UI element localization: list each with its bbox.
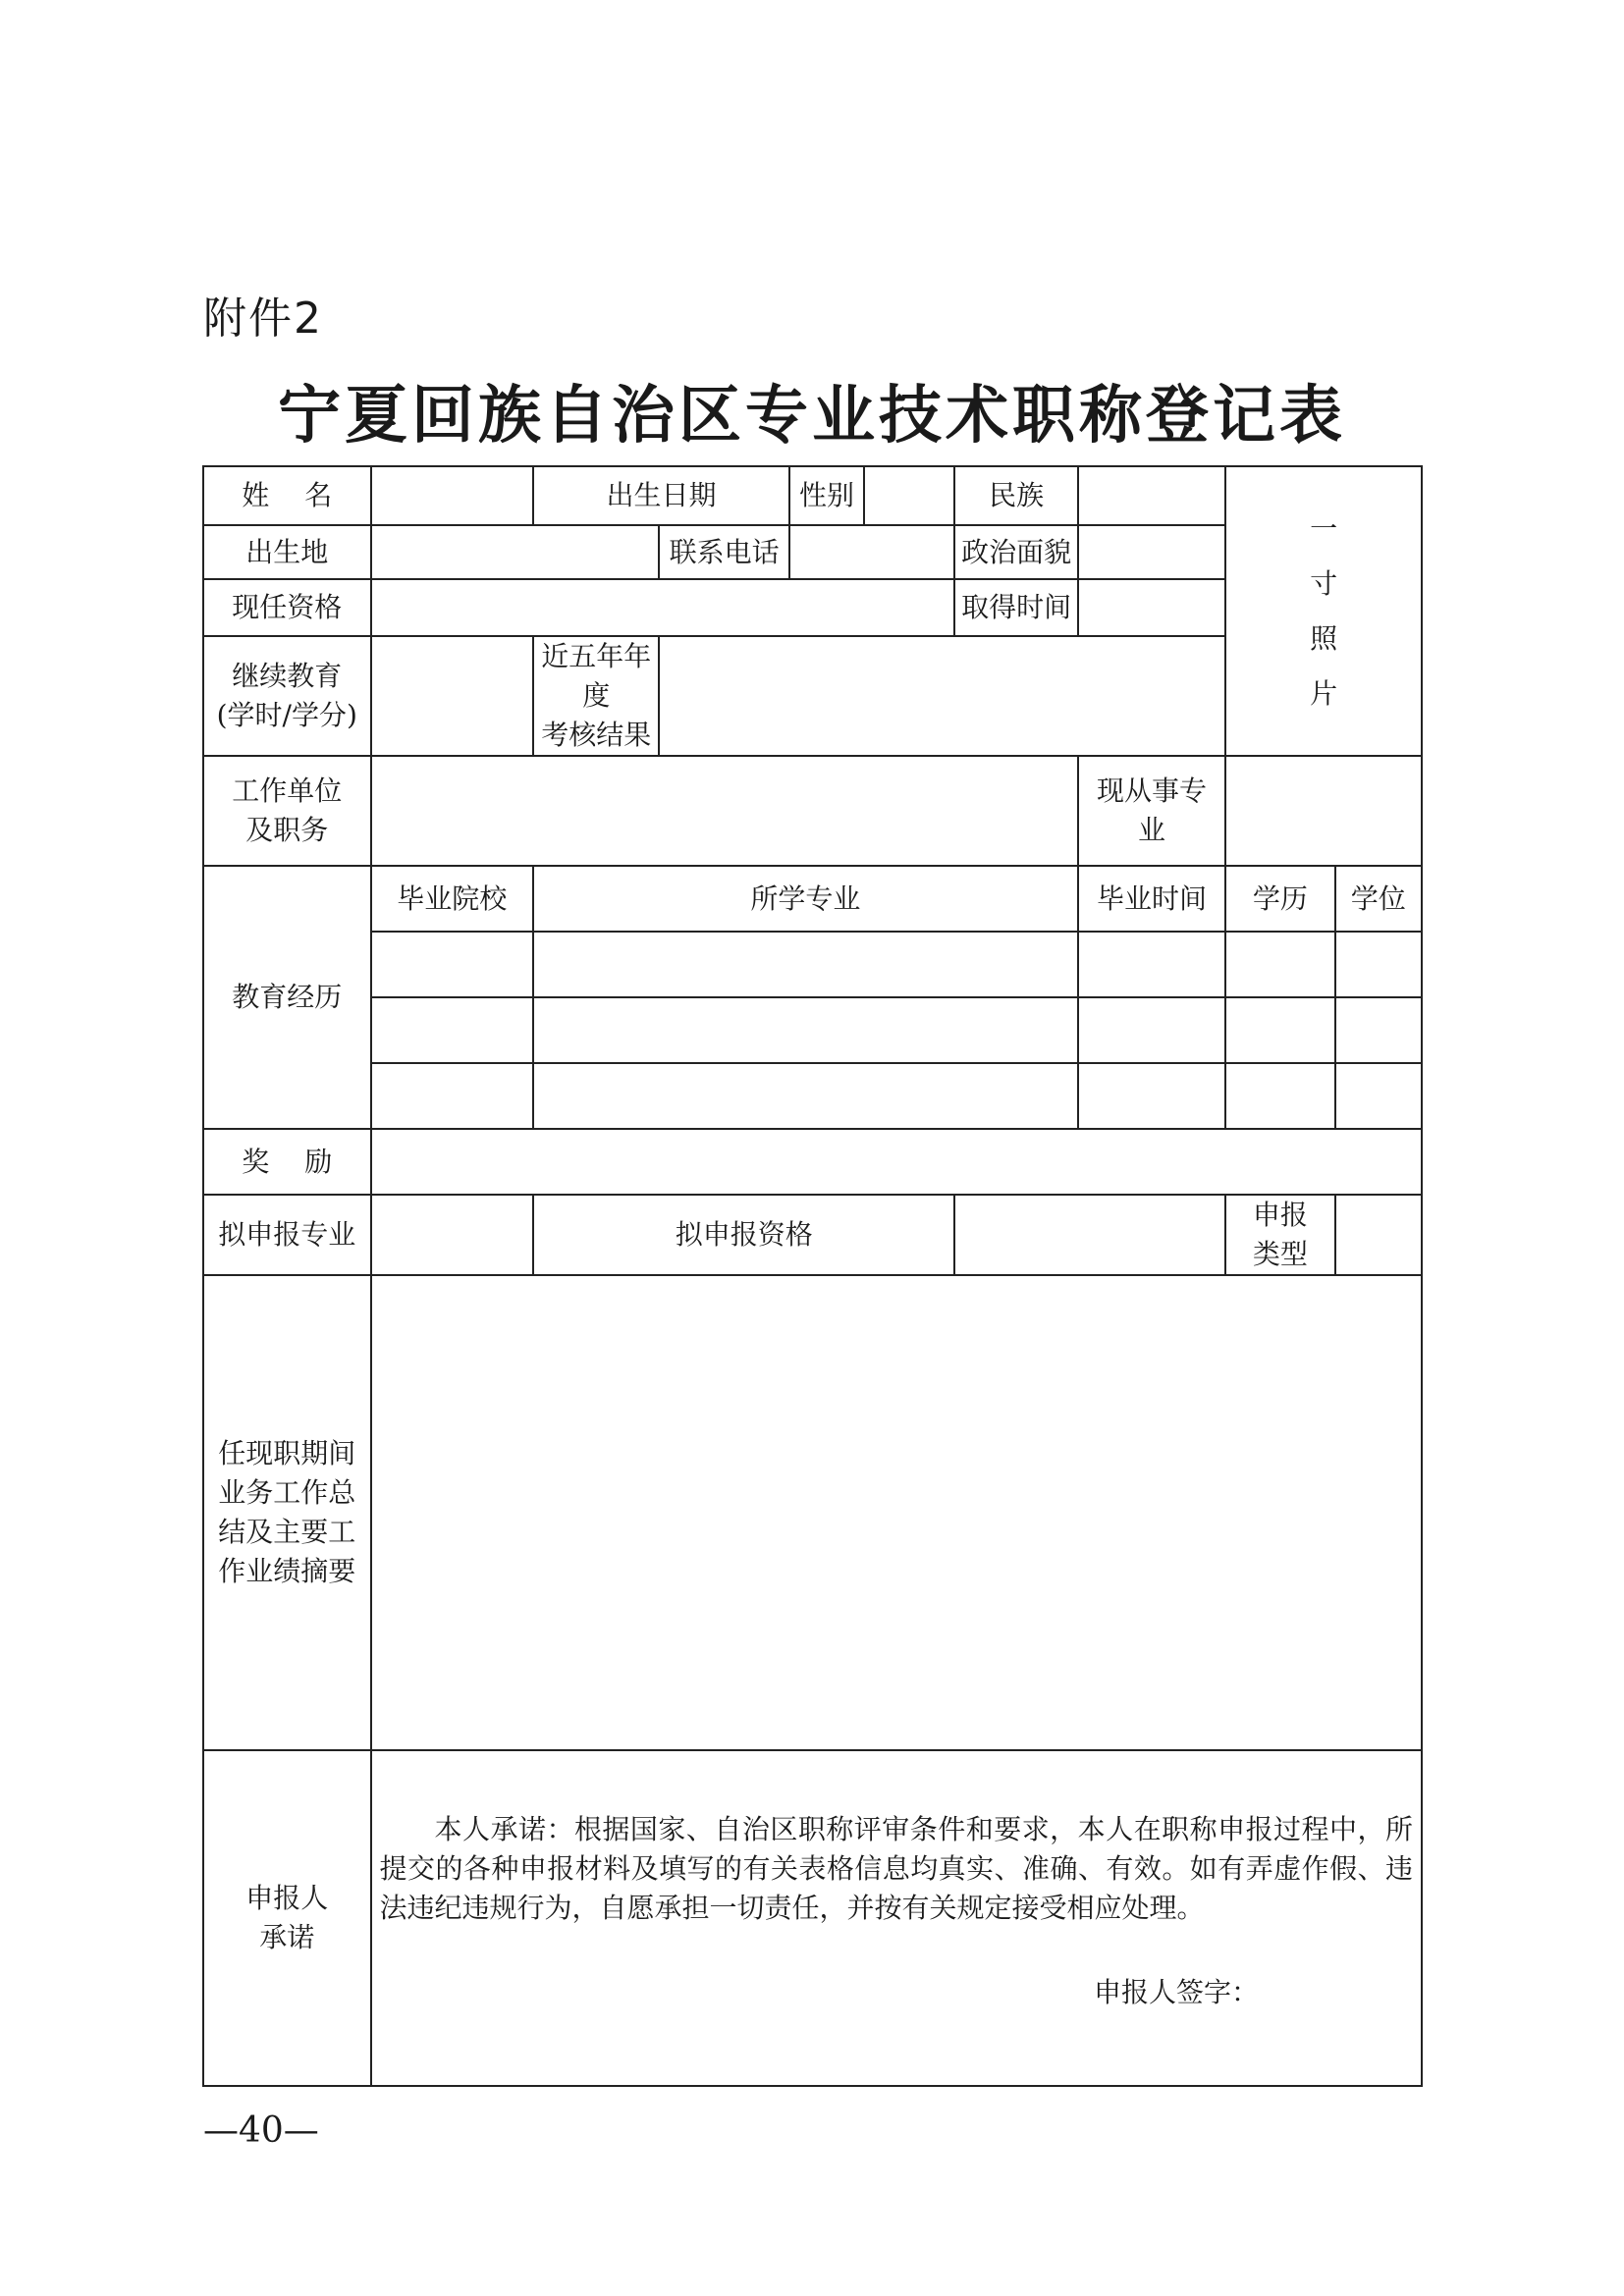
name-field[interactable]: [371, 466, 534, 525]
edu-grad-time-field[interactable]: [1078, 997, 1225, 1063]
pledge-label-line: 申报人: [245, 1882, 329, 1914]
birthplace-label: 出生地: [203, 525, 371, 579]
summary-label-text: 任现职期间业务工作总结及主要工作业绩摘要: [218, 1437, 356, 1587]
current-major-label-line: 现从事专: [1097, 774, 1208, 807]
birthplace-field[interactable]: [371, 525, 660, 579]
ethnicity-field[interactable]: [1078, 466, 1225, 525]
name-label: 姓名: [203, 466, 371, 525]
signature-label: 申报人签字：: [1093, 1976, 1259, 2008]
proposed-major-label: 拟申报专业: [203, 1195, 371, 1275]
apply-type-label: [1225, 1195, 1334, 1275]
current-major-label: [1078, 756, 1225, 866]
edu-degree-field[interactable]: [1335, 932, 1422, 997]
edu-major-field[interactable]: [533, 997, 1078, 1063]
apply-type-label-line: 申报: [1252, 1199, 1308, 1231]
edu-degree-field[interactable]: [1335, 997, 1422, 1063]
gender-field[interactable]: [864, 466, 954, 525]
current-major-field[interactable]: [1225, 756, 1422, 866]
photo-char: 一: [1310, 511, 1338, 545]
assessment-label: [533, 636, 659, 756]
assessment-label-line: 近五年年度: [541, 640, 652, 712]
assessment-label-line: 考核结果: [541, 719, 652, 751]
photo-box[interactable]: [1225, 466, 1422, 756]
edu-grad-time-field[interactable]: [1078, 1063, 1225, 1129]
summary-label: [203, 1275, 371, 1750]
phone-label: 联系电话: [659, 525, 788, 579]
gender-label: 性别: [789, 466, 864, 525]
current-qual-label: 现任资格: [203, 579, 371, 636]
awards-field[interactable]: [371, 1129, 1422, 1195]
registration-form: [202, 465, 1423, 2087]
edu-header-degree-level: 学历: [1225, 866, 1334, 932]
awards-label: 奖励: [203, 1129, 371, 1195]
edu-header-major: 所学专业: [533, 866, 1078, 932]
phone-field[interactable]: [789, 525, 955, 579]
edu-school-field[interactable]: [371, 932, 534, 997]
apply-type-label-line: 类型: [1252, 1238, 1308, 1270]
edu-row: [203, 932, 1422, 997]
work-unit-label-line: 工作单位: [232, 774, 343, 807]
current-major-label-line: 业: [1138, 814, 1166, 846]
summary-field[interactable]: [371, 1275, 1422, 1750]
edu-header-school: 毕业院校: [371, 866, 534, 932]
cont-edu-label: [203, 636, 371, 756]
edu-row: [203, 997, 1422, 1063]
edu-degree-field[interactable]: [1335, 1063, 1422, 1129]
page-number: —40—: [203, 2110, 319, 2151]
obtained-time-field[interactable]: [1078, 579, 1225, 636]
birth-date-label: 出生日期: [533, 466, 789, 525]
work-unit-label-line: 及职务: [245, 814, 329, 846]
pledge-label-line: 承诺: [259, 1921, 315, 1953]
education-label: 教育经历: [203, 866, 371, 1129]
political-label: 政治面貌: [954, 525, 1077, 579]
cont-edu-label-line: (学时/学分): [216, 699, 357, 731]
work-unit-field[interactable]: [371, 756, 1078, 866]
apply-type-field[interactable]: [1335, 1195, 1422, 1275]
photo-char: 寸: [1310, 566, 1338, 600]
page-title: 宁夏回族自治区专业技术职称登记表: [278, 379, 1346, 453]
cont-edu-label-line: 继续教育: [232, 660, 343, 692]
obtained-time-label: 取得时间: [954, 579, 1077, 636]
photo-char: 片: [1310, 676, 1338, 710]
edu-grad-time-field[interactable]: [1078, 932, 1225, 997]
edu-degree-level-field[interactable]: [1225, 932, 1334, 997]
pledge-cell: [371, 1750, 1422, 2086]
proposed-major-field[interactable]: [371, 1195, 534, 1275]
edu-degree-level-field[interactable]: [1225, 997, 1334, 1063]
edu-major-field[interactable]: [533, 1063, 1078, 1129]
work-unit-label: [203, 756, 371, 866]
edu-major-field[interactable]: [533, 932, 1078, 997]
photo-char: 照: [1310, 621, 1338, 655]
edu-header-grad-time: 毕业时间: [1078, 866, 1225, 932]
edu-degree-level-field[interactable]: [1225, 1063, 1334, 1129]
political-field[interactable]: [1078, 525, 1225, 579]
edu-row: [203, 1063, 1422, 1129]
proposed-qual-field[interactable]: [954, 1195, 1225, 1275]
edu-school-field[interactable]: [371, 1063, 534, 1129]
cont-edu-field[interactable]: [371, 636, 534, 756]
attachment-label: 附件2: [203, 294, 323, 344]
edu-school-field[interactable]: [371, 997, 534, 1063]
current-qual-field[interactable]: [371, 579, 955, 636]
pledge-label: [203, 1750, 371, 2086]
edu-header-degree: 学位: [1335, 866, 1422, 932]
pledge-text: 本人承诺：根据国家、自治区职称评审条件和要求，本人在职称申报过程中，所提交的各种申报材料及填写的有关表格信息均真实、准确、有效。如有弄虚作假、违法违纪违规行为，自愿承担一切责任，并按有关规定接受相应处理。: [379, 1813, 1413, 1924]
assessment-field[interactable]: [659, 636, 1225, 756]
ethnicity-label: 民族: [954, 466, 1077, 525]
proposed-qual-label: 拟申报资格: [533, 1195, 954, 1275]
